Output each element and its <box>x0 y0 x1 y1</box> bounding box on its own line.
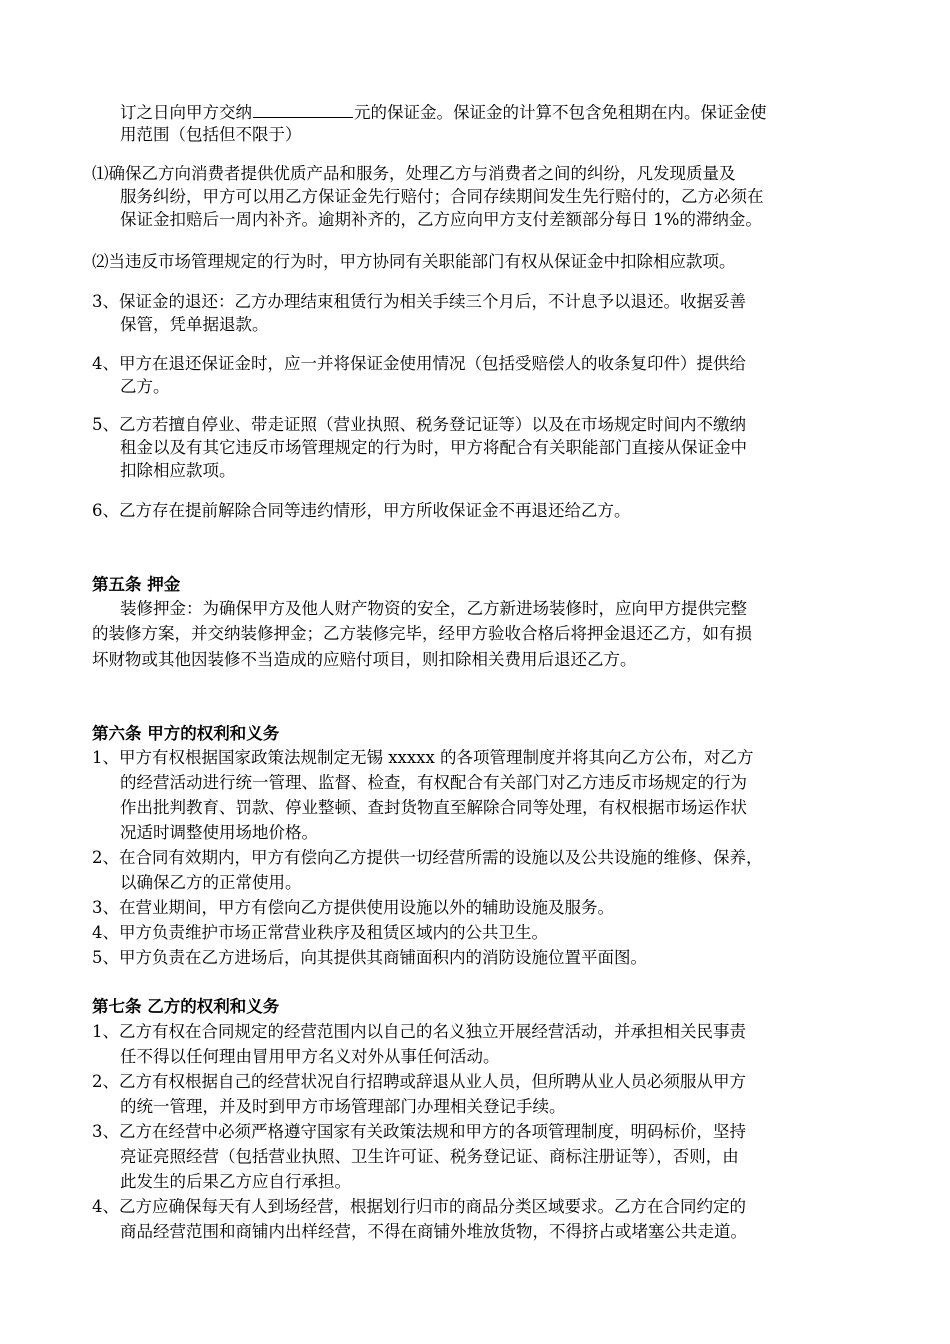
clause-1-line-3: 保证金扣赔后一周内补齐。逾期补齐的，乙方应向甲方支付差额部分每日 1%的滞纳金。 <box>120 210 762 229</box>
text-segment: 订之日向甲方交纳 <box>120 103 252 122</box>
section-7-item-3-line-3: 此发生的后果乙方应自行承担。 <box>120 1172 351 1191</box>
item-4-line-1: 4、甲方在退还保证金时，应一并将保证金使用情况（包括受赔偿人的收条复印件）提供给 <box>92 354 746 373</box>
section-6-item-2-line-2: 以确保乙方的正常使用。 <box>120 873 302 892</box>
text-segment: 元的保证金。保证金的计算不包含免租期在内。保证金使 <box>354 103 767 122</box>
section-6-item-1-line-1: 1、甲方有权根据国家政策法规制定无锡 xxxxx 的各项管理制度并将其向乙方公布，对乙方 <box>92 748 754 767</box>
deposit-intro-line-2: 用范围（包括但不限于） <box>120 125 302 144</box>
amount-blank <box>253 103 353 118</box>
section-5-heading: 第五条 押金 <box>92 575 181 594</box>
clause-1-line-2: 服务纠纷，甲方可以用乙方保证金先行赔付；合同存续期间发生先行赔付的，乙方必须在 <box>120 187 764 206</box>
section-7-item-4-line-2: 商品经营范围和商铺内出样经营，不得在商铺外堆放货物，不得挤占或堵塞公共走道。 <box>120 1222 747 1241</box>
item-5-line-1: 5、乙方若擅自停业、带走证照（营业执照、税务登记证等）以及在市场规定时间内不缴纳 <box>92 415 746 434</box>
section-7-item-4-line-1: 4、乙方应确保每天有人到场经营，根据划行归市的商品分类区域要求。乙方在合同约定的 <box>92 1197 746 1216</box>
section-7-item-3-line-1: 3、乙方在经营中必须严格遵守国家有关政策法规和甲方的各项管理制度，明码标价，坚持 <box>92 1122 746 1141</box>
section-6-item-1-line-4: 况适时调整使用场地价格。 <box>120 823 318 842</box>
section-7-item-3-line-2: 亮证亮照经营（包括营业执照、卫生许可证、税务登记证、商标注册证等），否则，由 <box>120 1147 739 1166</box>
item-5-line-2: 租金以及有其它违反市场管理规定的行为时，甲方将配合有关职能部门直接从保证金中 <box>120 438 747 457</box>
deposit-intro-line-1 <box>120 102 767 124</box>
clause-1-line-1: ⑴确保乙方向消费者提供优质产品和服务，处理乙方与消费者之间的纠纷，凡发现质量及 <box>92 164 736 183</box>
section-6-item-2-line-1: 2、在合同有效期内，甲方有偿向乙方提供一切经营所需的设施以及公共设施的维修、保养， <box>92 848 763 867</box>
section-7-item-1-line-2: 任不得以任何理由冒用甲方名义对外从事任何活动。 <box>120 1047 500 1066</box>
section-6-item-4-line-1: 4、甲方负责维护市场正常营业秩序及租赁区域内的公共卫生。 <box>92 923 548 942</box>
item-4-line-2: 乙方。 <box>120 377 170 396</box>
section-6-item-3-line-1: 3、在营业期间，甲方有偿向乙方提供使用设施以外的辅助设施及服务。 <box>92 898 614 917</box>
section-7-item-2-line-1: 2、乙方有权根据自己的经营状况自行招聘或辞退从业人员，但所聘从业人员必须服从甲方 <box>92 1072 746 1091</box>
section-5-line-3: 坏财物或其他因装修不当造成的应赔付项目，则扣除相关费用后退还乙方。 <box>92 650 637 669</box>
section-5-line-2: 的装修方案，并交纳装修押金；乙方装修完毕，经甲方验收合格后将押金退还乙方，如有损 <box>92 624 752 643</box>
section-6-item-5-line-1: 5、甲方负责在乙方进场后，向其提供其商铺面积内的消防设施位置平面图。 <box>92 948 647 967</box>
item-3-line-2: 保管，凭单据退款。 <box>120 315 269 334</box>
item-5-line-3: 扣除相应款项。 <box>120 461 236 480</box>
section-5-line-1: 装修押金：为确保甲方及他人财产物资的安全，乙方新进场装修时，应向甲方提供完整 <box>120 599 747 618</box>
section-6-item-1-line-2: 的经营活动进行统一管理、监督、检查，有权配合有关部门对乙方违反市场规定的行为 <box>120 773 747 792</box>
section-7-item-1-line-1: 1、乙方有权在合同规定的经营范围内以自己的名义独立开展经营活动，并承担相关民事责 <box>92 1022 746 1041</box>
section-7-heading: 第七条 乙方的权利和义务 <box>92 997 280 1016</box>
section-6-heading: 第六条 甲方的权利和义务 <box>92 724 280 743</box>
item-3-line-1: 3、保证金的退还：乙方办理结束租赁行为相关手续三个月后，不计息予以退还。收据妥善 <box>92 292 746 311</box>
section-7-item-2-line-2: 的统一管理，并及时到甲方市场管理部门办理相关登记手续。 <box>120 1097 566 1116</box>
clause-2-line-1: ⑵当违反市场管理规定的行为时，甲方协同有关职能部门有权从保证金中扣除相应款项。 <box>92 252 736 271</box>
item-6-line-1: 6、乙方存在提前解除合同等违约情形，甲方所收保证金不再退还给乙方。 <box>92 501 631 520</box>
section-6-item-1-line-3: 作出批判教育、罚款、停业整顿、查封货物直至解除合同等处理，有权根据市场运作状 <box>120 798 747 817</box>
